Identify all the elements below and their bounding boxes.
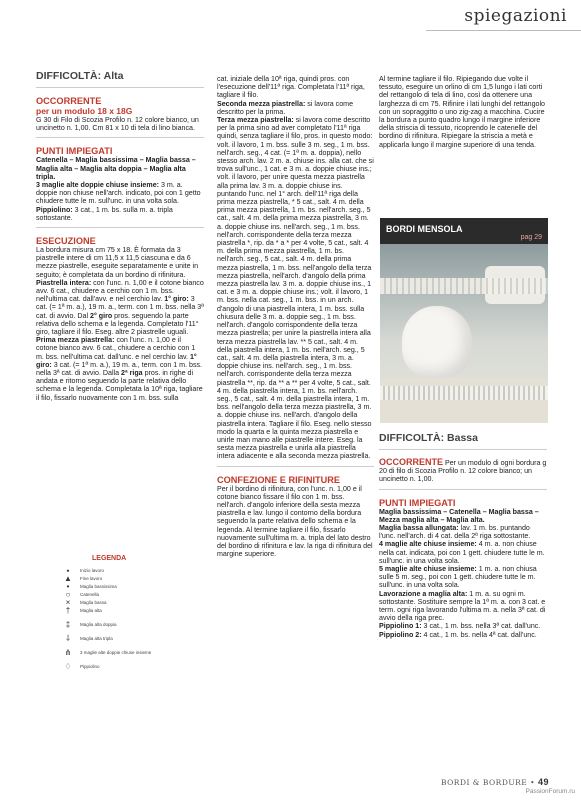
divider xyxy=(379,489,547,490)
footer-title: BORDI & BORDURE xyxy=(441,778,528,787)
legend-item xyxy=(56,622,176,627)
legend xyxy=(56,555,176,678)
legend-symbol-icon: † xyxy=(65,606,71,615)
divider xyxy=(36,137,204,138)
term-text: si lavora come descritto per la prima sino ad aver completato l'11ª riga quindi, senza tagliare il filo, pros. in questo modo: volt. il lavoro, 1 m. bss. sulle 3 m. seg., 1 m. bss. nell'arch. seg., 4 cat. (= 1ª m. a. doppia), nello stesso arch. lav. 2 m. a. chiuse ins. alla cat. che si trova sull'unc., 1 cat. e 3 m. a. doppie chiuse ins.; volt. il lavoro, per unire questa mezza piastrella alla prima lav. 3 m. a. doppie chiuse ins. puntando l'unc. nel 1° arch. dell'11ª riga della prima mezza piastrella, * 5 cat., salt. 4 m. della prima mezza piastrella, 1 m. bs. nell'arch. seg., 5 cat., salt. 4 m. della prima mezza piastrella, 3 m. a. doppie chiuse ins. nell'arch. seg., 1 m. bss. nell'arch. corrispondente della terza mezza piastrella *, rip. da * a * per 4 volte, 5 cat., salt. 4 m. della prima mezza piastrella, 1 m. bs. nell'arch. seg., 5 cat., salt. 4 m. della prima mezza piastrella, 1 m. bss. nell'angolo della terza mezza piastrella, nell'arch. d'angolo della prima mezza piastrella lav. 3 m. a. doppie chiuse ins., 1 cat. e 3 m. a. doppie chiuse ins.; volt. il lavoro, 1 m. bss. nella cat. seg., 1 m. bss. in un arch. d'angolo di una piastrella intera, 1 m. bss. sulla chiusura delle 3 m. a. doppie seg., 1 m. bss. nell'arch. d'angolo corrispondente della terza mezza piastrella; per unire la piastrella intera alla terza mezza piastrella lav. ** 5 cat., salt. 4 m. della piastrella intera, 1 m. bs. nell'arch. seg., 5 cat., salt. 4 m. della piastrella intera, 3 m. a. doppie chiuse ins. nell'arch. seg., 1 m. bss. nell'arch. corrispondente della terza mezza piastrella **, rip. da ** a ** per 4 volte, 5 cat., salt. 4 m. della piastrella intera, 1 m. bs. nell'arch. seg., 5 cat., salt. 4 m. della piastrella intera, 1 m. bss. nell'angolo della terza mezza piastrella, 3 m. a. doppie chiuse ins. nell'arch. d'angolo della piastrella intera. Tagliare il filo. Eseg. nello stesso modo la quarta e la quinta mezza piastrella e unirle man mano alle piastrelle intere. Eseg. la sesta mezza piastrella e unirla alla piastrella intera adiacente e alla seconda mezza piastrella. xyxy=(217,116,374,461)
legend-symbol-icon: ⬩ xyxy=(66,566,70,575)
legend-item xyxy=(56,664,176,669)
punti-list: Catenella – Maglia bassissima – Maglia bassa – Maglia alta – Maglia alta doppia – Maglia alta tripla. xyxy=(36,156,196,181)
bordi-mensola-photo xyxy=(380,218,548,423)
legend-label: Maglia alta tripla xyxy=(80,636,113,641)
term-bold: Pippiolino: xyxy=(36,205,73,214)
term-bold: 4 maglie alte chiuse insieme: xyxy=(379,540,477,549)
header-rule xyxy=(426,30,581,31)
column-3 xyxy=(379,75,547,149)
term-text: lav. 1 m. bs. puntando l'unc. nell'arch. di 4 cat. della 2ª riga sottostante. xyxy=(379,524,531,541)
legend-symbol-icon: × xyxy=(65,598,71,607)
divider xyxy=(379,449,547,450)
term-bold: Maglia bassa allungata: xyxy=(379,524,459,533)
esecuzione-body-2: Prima mezza piastrella: con l'unc. n. 1,00 e il cotone bianco avv. 6 cat., chiudere a cerchio con 1 m. bss. nell'ultima cat. dall'unc. e nel cerchio lav. 1° giro: 3 cat. (= 1ª m. a.), 19 m. a., term. con 1 m. bss. nella 3ª cat. di avvio. Dalla 2ª riga pros. in righe di andata e ritorno seguendo la parte relativa dello schema e la legenda. Completata la 10ª riga, tagliare il filo, fissarlo nuovamente con 1 m. bss. sulla xyxy=(36,336,203,402)
difficulty-heading: DIFFICOLTÀ: Alta xyxy=(36,70,124,82)
term-text: 3 cat., 1 m. bss. nella 3ª cat. dall'unc. xyxy=(421,622,541,631)
punti-title: PUNTI IMPIEGATI xyxy=(379,497,456,508)
column-1 xyxy=(36,70,204,402)
esecuzione-title: ESECUZIONE xyxy=(36,236,96,247)
term-text: si lavora come descritto per la prima. xyxy=(217,99,354,116)
difficulty-heading: DIFFICOLTÀ: Bassa xyxy=(379,432,478,444)
occorrente-text: Per un modulo di ogni bordura g 20 di filo di Scozia Profilo n. 12 colore bianco; un uncinetto n. 1,00. xyxy=(379,459,547,484)
teapot-image xyxy=(402,306,472,378)
occorrente-title: OCCORRENTE xyxy=(36,96,102,106)
occorrente-subtitle: per un modulo 18 x 18G xyxy=(36,106,133,116)
page-number: 49 xyxy=(537,777,549,787)
lace-image xyxy=(380,278,548,294)
esecuzione-intro: La bordura misura cm 75 x 18. È formata da 3 piastrelle intere di cm 11,5 x 11,5 ciascuna e da 6 mezze piastrelle, eseguite separatamente e unite in seguito; è completata da un bordino di rifinitura. xyxy=(36,246,199,279)
confezione-title: CONFEZIONE E RIFINITURE xyxy=(217,474,341,485)
legend-item xyxy=(56,600,176,605)
esecuzione-body: Piastrella intera: con l'unc. n. 1,00 e il cotone bianco avv. 6 cat., chiudere a cerchio con 1 m. bss. nell'ultima cat. dall'avv. e nel cerchio lav. 1° giro: 3 cat. (= 1ª m. a.), 19 m. a., term. con 1 m. bss. nella 3ª cat. di avvio. Dal 2° giro pros. seguendo la parte relativa dello schema e la legenda. Completato l'11° giro, tagliare il filo. Eseg. altre 2 piastrelle uguali. xyxy=(36,278,204,337)
legend-item xyxy=(56,636,176,641)
legend-label: Fine lavoro xyxy=(80,576,103,581)
term-bold: 5 maglie alte chiuse insieme: xyxy=(379,565,477,574)
term-bold: Pippiolino 2: xyxy=(379,630,422,639)
term-bold: Terza mezza piastrella: xyxy=(217,116,294,125)
lace-image xyxy=(380,386,548,400)
column-3-lower xyxy=(379,432,547,639)
legend-label: Maglia bassa xyxy=(80,600,107,605)
term-text: 4 m. a. non chiuse nella cat. indicata, poi con 1 gett. chiudere tutte le m. sull'unc. in una volta sola. xyxy=(379,540,545,565)
table-image xyxy=(380,378,548,423)
legend-item xyxy=(56,592,176,597)
term-bold: Seconda mezza piastrella: xyxy=(217,99,306,108)
legend-item xyxy=(56,584,176,589)
term-text: 1 m. a. non chiusa sulle 5 m. seg., poi con 1 gett. chiudere tutte le m. sull'unc. in una volta sola. xyxy=(379,565,537,590)
legend-symbol-icon: ‡ xyxy=(65,620,71,629)
legend-symbol-icon: ▲ xyxy=(64,574,72,583)
term-bold: Lavorazione a maglia alta: xyxy=(379,589,468,598)
term-bold: 3 maglie alte doppie chiuse insieme: xyxy=(36,181,159,190)
esecuzione-section xyxy=(36,234,204,402)
legend-label: Catenella xyxy=(80,592,100,597)
term-text: 3 cat., 1 m. bs. sulla m. a. tripla sottostante. xyxy=(36,205,173,222)
photo-title: BORDI MENSOLA xyxy=(386,224,463,234)
legend-label: Maglia alta doppia xyxy=(80,622,117,627)
divider xyxy=(36,87,204,88)
column-2 xyxy=(217,75,374,558)
legend-item xyxy=(56,608,176,613)
term-text: 1 m. a. su ogni m. sottostante. Sostituire sempre la 1ª m. a. con 3 cat. e term. ogni riga lavorando l'ultima m. a. nella 3ª cat. di avvio della riga prec. xyxy=(379,589,546,623)
legend-symbol-icon: ○ xyxy=(65,590,71,599)
legend-label: Inizio lavoro xyxy=(80,568,105,573)
col3-intro: Al termine tagliare il filo. Ripiegando due volte il tessuto, eseguire un orlino di cm 1,5 lungo i lati corti del rettangolo di tela di lino, così da ottenere una larghezza di cm 75. Rifinire i lati lunghi del rettangolo con un sopraggitto o uno zig-zag a macchina. Cucire la bordura a punto quadro lungo il margine inferiore della striscia di tessuto, ricoprendo le catenelle del bordino di rifinitura. Ripiegare la striscia a metà e applicarla lungo il margine superiore di una tenda. xyxy=(379,75,546,149)
term-bold: Pippiolino 1: xyxy=(379,622,422,631)
legend-label: Maglia bassissima xyxy=(80,584,117,589)
page-footer xyxy=(441,777,549,787)
legend-symbol-icon: ⋔ xyxy=(64,648,72,657)
legend-symbol-icon: ♢ xyxy=(64,662,72,671)
occorrente-text: G 30 di Filo di Scozia Profilo n. 12 colore bianco, un uncinetto n. 1,00. Cm 81 x 10 di tela di lino bianca. xyxy=(36,116,199,133)
confezione-text: Per il bordino di rifinitura, con l'unc. n. 1,00 e il cotone bianco fissare il filo con 1 m. bss. nell'arch. d'angolo inferiore della sesta mezza piastrella e lav. lungo il contorno della bordura seguendo la parte relativa dello schema e la legenda. Al termine tagliare il filo, fissarlo nuovamente sull'ultima m. a. tripla del lato destro del bordino di rifinitura e lav. la riga di rifinitura del margine superiore. xyxy=(217,484,373,559)
occorrente-title: OCCORRENTE xyxy=(379,457,444,467)
divider xyxy=(217,466,374,467)
legend-label: Maglia alta xyxy=(80,608,102,613)
section-title: spiegazioni xyxy=(464,6,567,26)
term-text: 4 cat., 1 m. bs. nella 4ª cat. dall'unc. xyxy=(421,630,537,639)
watermark: PassionForum.ru xyxy=(525,788,575,795)
term-text: 3 m. a. doppie non chiuse nell'arch. indicato, poi con 1 getto chiudere tutte le m. sull'unc. in una volta sola. xyxy=(36,181,201,206)
legend-item xyxy=(56,568,176,573)
punti-list: Maglia bassissima – Catenella – Maglia bassa – Mezza maglia alta – Maglia alta. xyxy=(379,507,539,524)
photo-page-ref: pag 29 xyxy=(520,234,542,241)
punti-section xyxy=(36,144,204,222)
legend-symbol-icon: • xyxy=(66,582,70,591)
legend-item xyxy=(56,576,176,581)
punti-title: PUNTI IMPIEGATI xyxy=(36,146,113,157)
col2-intro: cat. iniziale della 10ª riga, quindi pros. con l'esecuzione dell'11ª riga. Completata l'11ª riga, tagliare il filo. xyxy=(217,75,365,100)
legend-label: 3 maglie alte doppie chiuse insieme xyxy=(80,650,152,655)
occorrente-section xyxy=(36,94,204,132)
divider xyxy=(36,227,204,228)
footer-sep: • xyxy=(527,778,538,787)
legend-item xyxy=(56,650,176,655)
legend-title: LEGENDA xyxy=(92,555,127,562)
legend-symbol-icon: ⸸ xyxy=(66,634,70,643)
legend-label: Pippiolino xyxy=(80,664,100,669)
